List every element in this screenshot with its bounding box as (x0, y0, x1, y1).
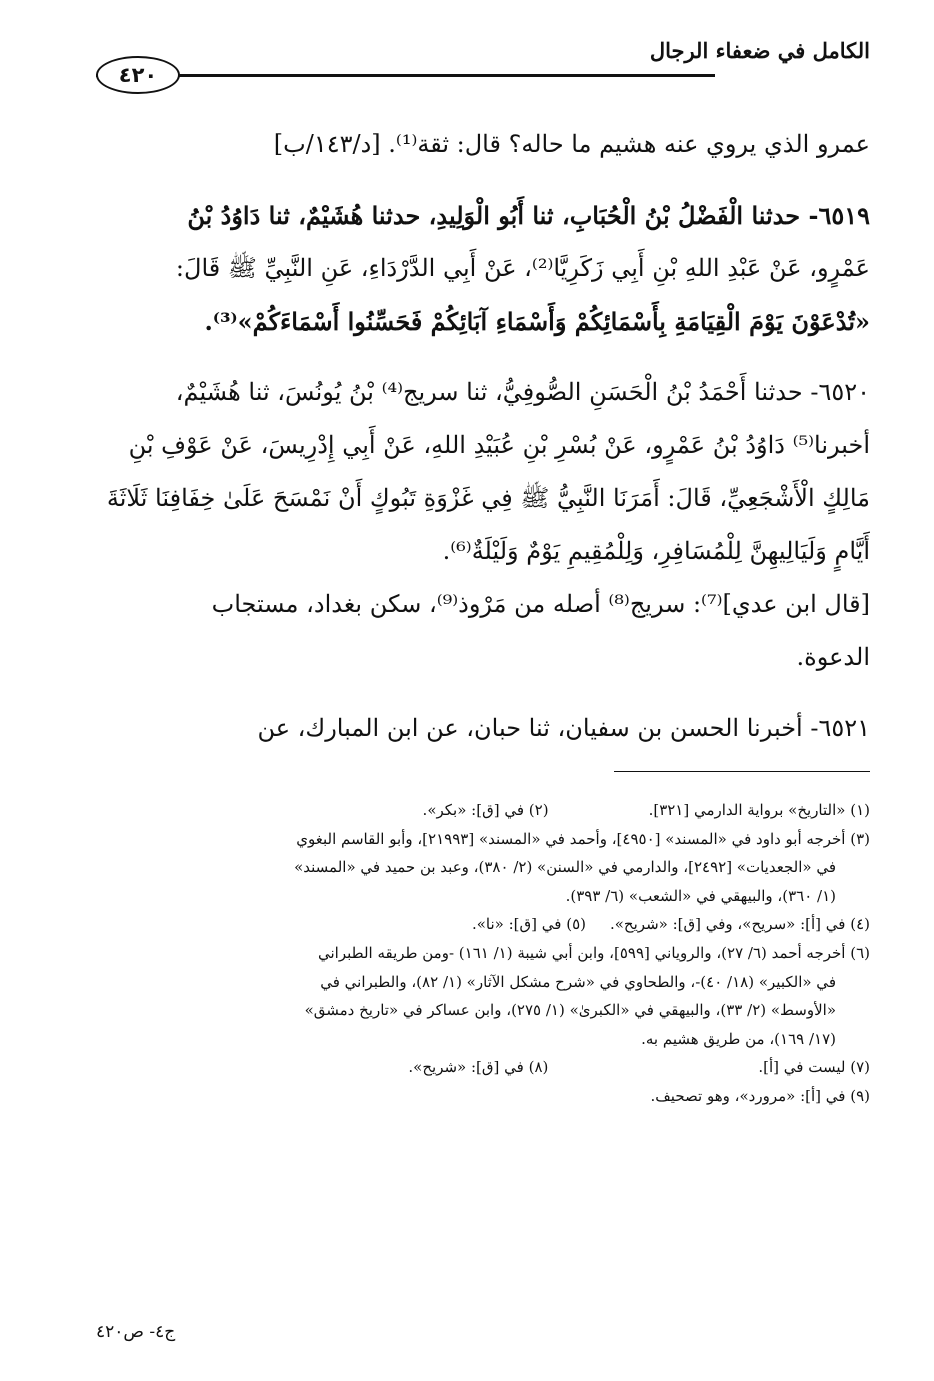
footnote-separator (614, 771, 870, 772)
footnotes (96, 796, 870, 1111)
text-line: الدعوة. (796, 643, 870, 671)
footnote-2: (٢) في [ق]: «بكر». (422, 801, 549, 819)
text-line: عَمْرٍو، عَنْ عَبْدِ اللهِ بْنِ أَبِي زَكَرِيَّا⁽²⁾، عَنْ أَبِي الدَّرْدَاءِ، عَنِ النَّبِيِّ ﷺ قَالَ: (175, 254, 870, 282)
text-line: مَالِكٍ الْأَشْجَعِيِّ، قَالَ: أَمَرَنَا النَّبِيُّ ﷺ فِي غَزْوَةِ تَبُوكٍ أَنْ نَمْسَحَ عَلَىٰ خِفَافِنَا ثَلَاثَةَ (106, 484, 870, 512)
footnote-8: (٨) في [ق]: «شريح». (408, 1058, 549, 1077)
header-rule (96, 74, 715, 77)
footnote-row (96, 1053, 870, 1082)
main-text (96, 118, 870, 755)
text-line: أخبرنا⁽⁵⁾ دَاوُدُ بْنُ عَمْرٍو، عَنْ بُسْرِ بْنِ عُبَيْدِ اللهِ، عَنْ أَبِي إِدْرِيسَ، عَنْ عَوْفِ بْنِ (128, 431, 870, 459)
footnote-row (96, 796, 870, 825)
footnote-4: (٤) في [أ]: «سريح»، وفي [ق]: «شريح». (609, 915, 870, 934)
hadith-6519-line: ٦٥١٩- حدثنا الْفَضْلُ بْنُ الْحُبَابِ، ثنا أَبُو الْوَلِيدِ، حدثنا هُشَيْمٌ، ثنا دَاوُدُ بْنُ (187, 201, 870, 230)
footnote-6-cont: (١٧/ ١٦٩)، من طريق هشيم به. (641, 1029, 836, 1048)
footnote-1: (١) «التاريخ» برواية الدارمي [٣٢١]. (648, 801, 870, 819)
book-title: الكامل في ضعفاء الرجال (649, 38, 870, 63)
text-line: [قال ابن عدي]⁽⁷⁾: سريج⁽⁸⁾ أصله من مَرْوذ⁽⁹⁾، سكن بغداد، مستجاب (211, 590, 870, 618)
volume-page-ref: ج٤- ص٤٢٠ (96, 1322, 176, 1342)
footnote-6: (٦) أخرجه أحمد (٦/ ٢٧)، والروياني [٥٩٩]، وابن أبي شيبة (١/ ١٦١) -ومن طريقه الطبراني (318, 943, 870, 962)
text-line: «تُدْعَوْنَ يَوْمَ الْقِيَامَةِ بِأَسْمَائِكُمْ وَأَسْمَاءِ آبَائِكُمْ فَحَسِّنُوا أَسْمَاءَكُمْ»⁽³⁾. (204, 307, 870, 336)
footnote-3-cont: (١/ ٣٦٠)، والبيهقي في «الشعب» (٦/ ٣٩٣). (565, 886, 836, 905)
footnote-row (96, 910, 870, 939)
running-header (96, 28, 870, 87)
footnote-5: (٥) في [ق]: «نا». (471, 915, 586, 934)
footnote-7: (٧) ليست في [أ]. (758, 1058, 870, 1077)
text-line: عمرو الذي يروي عنه هشيم ما حاله؟ قال: ثقة⁽¹⁾. [د/١٤٣/ب] (273, 130, 870, 158)
footnote-3: (٣) أخرجه أبو داود في «المسند» [٤٩٥٠]، وأحمد في «المسند» [٢١٩٩٣]، وأبو القاسم البغوي (296, 829, 870, 848)
page-number-badge: ٤٢٠ (96, 56, 180, 94)
footnote-3-cont: في «الجعديات» [٢٤٩٢]، والدارمي في «السنن» (٢/ ٣٨٠)، وعبد بن حميد في «المسند» (294, 858, 836, 877)
footnote-6-cont: «الأوسط» (٢/ ٣٣)، والبيهقي في «الكبرىٰ» (١/ ٢٧٥)، وابن عساكر في «تاريخ دمشق» (304, 1001, 836, 1020)
text-line: أَيَّامٍ وَلَيَالِيهِنَّ لِلْمُسَافِرِ، وَلِلْمُقِيمِ يَوْمٌ وَلَيْلَةٌ⁽⁶⁾. (442, 537, 870, 565)
hadith-6521-line: ٦٥٢١- أخبرنا الحسن بن سفيان، ثنا حبان، عن ابن المبارك، عن (257, 714, 870, 742)
footnote-6-cont: في «الكبير» (١٨/ ٤٠)-، والطحاوي في «شرح مشكل الآثار» (١/ ٨٢)، والطبراني في (320, 972, 836, 991)
footnote-9: (٩) في [أ]: «مرورد»، وهو تصحيف. (650, 1086, 870, 1105)
hadith-6520-line: ٦٥٢٠- حدثنا أَحْمَدُ بْنُ الْحَسَنِ الصُّوفِيُّ، ثنا سريج⁽⁴⁾ بْنُ يُونُسَ، ثنا هُشَيْمٌ، (175, 378, 870, 406)
